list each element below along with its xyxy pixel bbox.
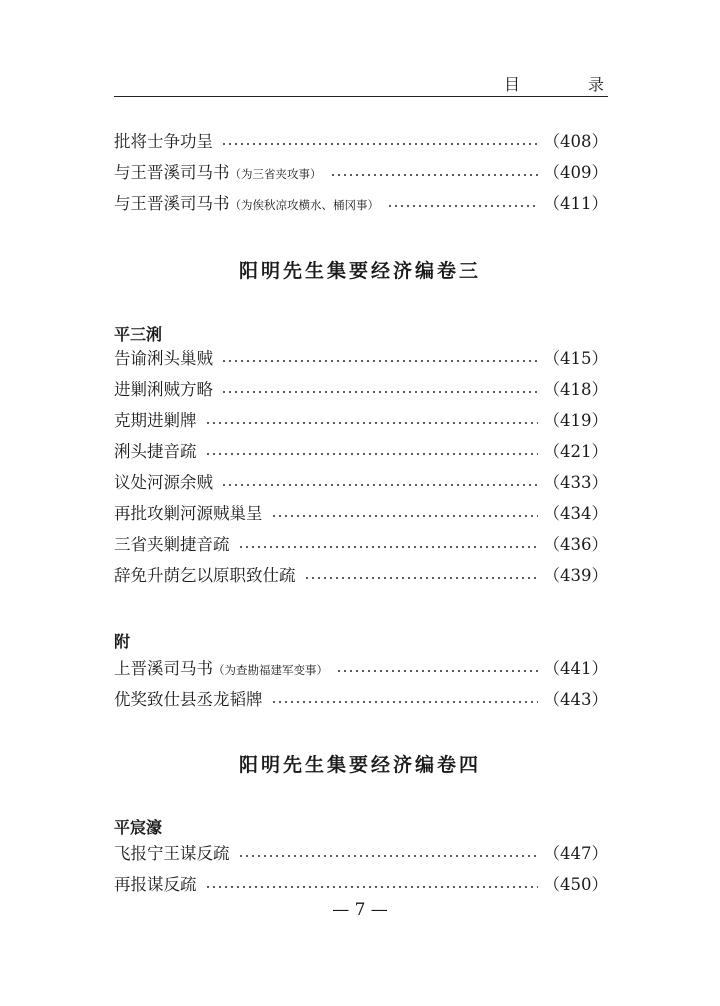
- entry-note: （为三省夹攻事）: [229, 167, 322, 181]
- leader-dots: [271, 701, 538, 703]
- toc-entry[interactable]: [114, 871, 608, 902]
- entry-page: （450）: [543, 875, 608, 894]
- volume-title: 阳明先生集要经济编卷四: [238, 754, 481, 776]
- toc-entry[interactable]: [114, 376, 608, 407]
- entry-title: 优奖致仕县丞龙韬牌: [114, 690, 263, 709]
- entry-page: （421）: [543, 442, 608, 461]
- entry-title: 告谕浰头巢贼: [114, 349, 213, 368]
- toc-entry[interactable]: [114, 345, 608, 376]
- entry-page: （434）: [543, 504, 608, 523]
- toc-entry[interactable]: [114, 686, 608, 717]
- entry-page: （447）: [543, 844, 608, 863]
- leader-dots: [205, 453, 538, 455]
- entry-title: 进剿浰贼方略: [114, 380, 213, 399]
- entry-title: 浰头捷音疏: [114, 442, 197, 461]
- leader-dots: [205, 886, 538, 888]
- toc-entry[interactable]: [114, 407, 608, 438]
- entry-title: 上晋溪司马书: [114, 659, 213, 678]
- entry-title: 辞免升荫乞以原职致仕疏: [114, 566, 296, 585]
- leader-dots: [221, 143, 538, 145]
- toc-block-vol3-s2: [114, 655, 608, 717]
- leader-dots: [238, 546, 538, 548]
- section-heading: 平三浰: [114, 325, 163, 344]
- leader-dots: [304, 577, 538, 579]
- entry-page: （415）: [543, 349, 608, 368]
- entry-page: （411）: [543, 194, 608, 213]
- leader-dots: [221, 360, 538, 362]
- entry-page: （418）: [543, 380, 608, 399]
- leader-dots: [205, 422, 538, 424]
- toc-entry[interactable]: [114, 840, 608, 871]
- toc-entry[interactable]: [114, 159, 608, 190]
- entry-note: （为俟秋凉攻横水、桶冈事）: [229, 198, 379, 212]
- leader-dots: [221, 484, 538, 486]
- running-header: [114, 66, 630, 97]
- entry-title: 再批攻剿河源贼巢呈: [114, 504, 263, 523]
- toc-entry[interactable]: [114, 531, 608, 562]
- leader-dots: [387, 205, 538, 207]
- entry-page: （443）: [543, 690, 608, 709]
- toc-entry[interactable]: [114, 562, 608, 593]
- entry-title: 与王晋溪司马书: [114, 194, 230, 213]
- toc-entry[interactable]: [114, 500, 608, 531]
- leader-dots: [336, 670, 538, 672]
- entry-page: （439）: [543, 566, 608, 585]
- entry-title: 飞报宁王谋反疏: [114, 844, 230, 863]
- toc-entry[interactable]: [114, 128, 608, 159]
- entry-title: 三省夹剿捷音疏: [114, 535, 230, 554]
- page-number: — 7 —: [332, 900, 388, 920]
- toc-entry[interactable]: [114, 190, 608, 221]
- toc-block-top: [114, 128, 608, 221]
- toc-block-vol4-s1: [114, 840, 608, 902]
- toc-entry[interactable]: [114, 655, 608, 686]
- toc-entry[interactable]: [114, 438, 608, 469]
- leader-dots: [271, 515, 538, 517]
- section-heading: 附: [114, 632, 131, 651]
- toc-block-vol3-s1: [114, 345, 608, 593]
- entry-page: （419）: [543, 411, 608, 430]
- entry-note: （为查勘福建军变事）: [213, 663, 328, 677]
- entry-page: （409）: [543, 163, 608, 182]
- leader-dots: [238, 855, 538, 857]
- entry-page: （433）: [543, 473, 608, 492]
- volume-title: 阳明先生集要经济编卷三: [238, 260, 481, 282]
- entry-page: （436）: [543, 535, 608, 554]
- section-heading: 平宸濠: [114, 818, 163, 837]
- entry-page: （441）: [543, 659, 608, 678]
- entry-page: （408）: [543, 132, 608, 151]
- leader-dots: [221, 391, 538, 393]
- entry-title: 再报谋反疏: [114, 875, 197, 894]
- header-title: 目 录: [503, 75, 630, 94]
- entry-title: 批将士争功呈: [114, 132, 213, 151]
- toc-entry[interactable]: [114, 469, 608, 500]
- leader-dots: [330, 174, 538, 176]
- entry-title: 克期进剿牌: [114, 411, 197, 430]
- entry-title: 与王晋溪司马书: [114, 163, 230, 182]
- entry-title: 议处河源余贼: [114, 473, 213, 492]
